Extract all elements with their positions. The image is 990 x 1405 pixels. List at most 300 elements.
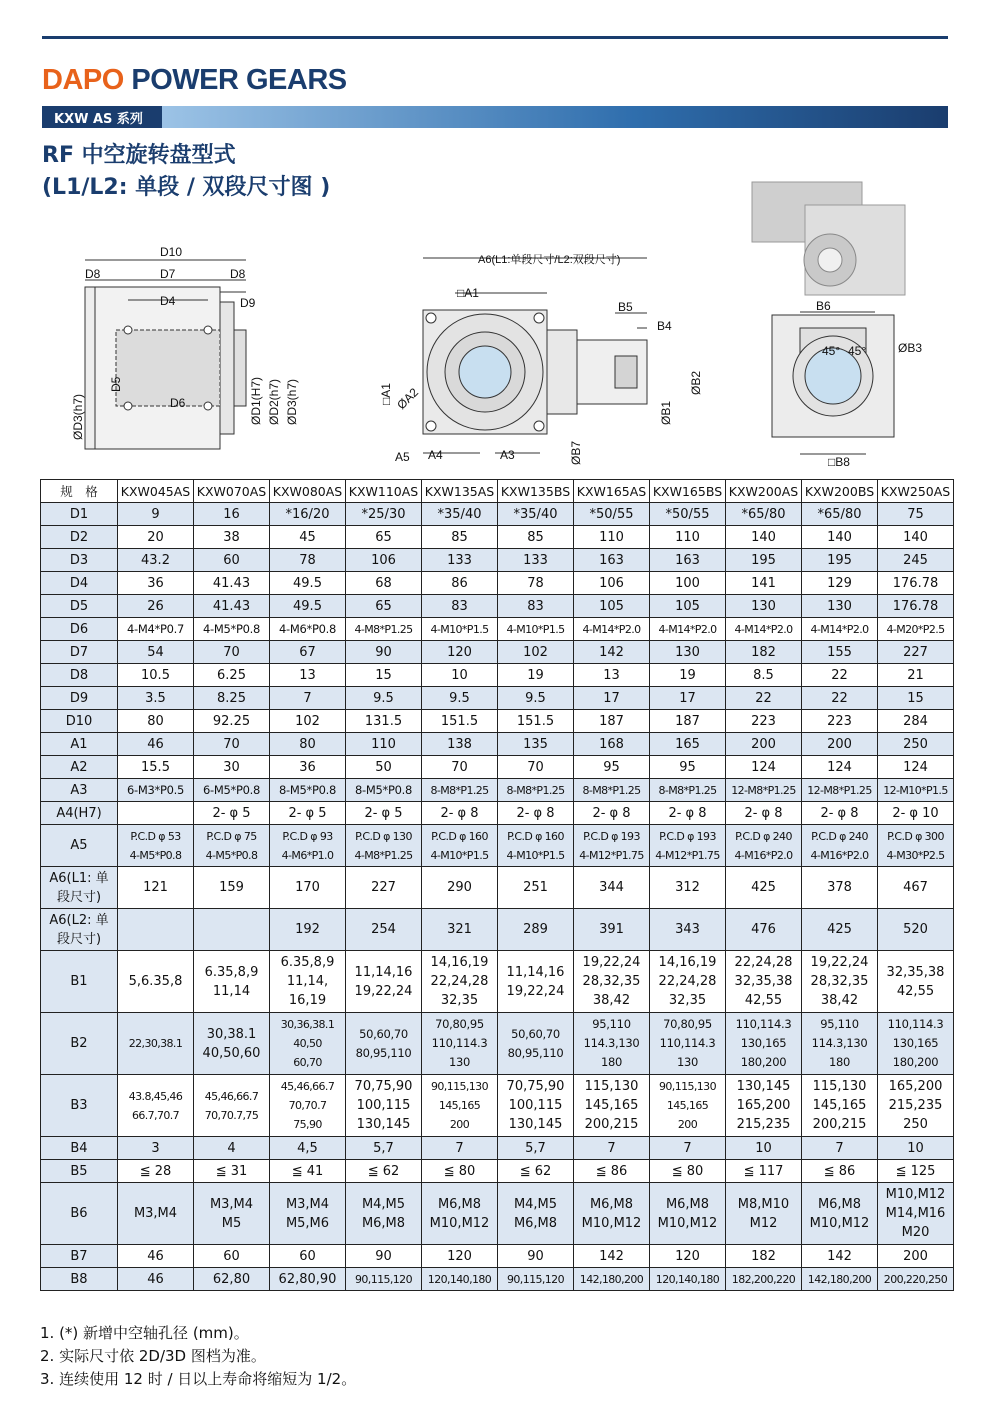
table-cell: 110,114.3 130,165 180,200 [878, 1013, 954, 1075]
table-row [41, 779, 954, 802]
table-cell: 227 [346, 867, 422, 909]
table-cell: 10.5 [118, 664, 194, 687]
table-cell: P.C.D φ 130 4-M8*P1.25 [346, 825, 422, 867]
table-cell: P.C.D φ 93 4-M6*P1.0 [270, 825, 346, 867]
table-cell: 75 [878, 503, 954, 526]
header-model: KXW070AS [194, 480, 270, 503]
table-cell: 2- φ 10 [878, 802, 954, 825]
table-cell: ≦ 31 [194, 1160, 270, 1183]
table-cell: 8-M8*P1.25 [422, 779, 498, 802]
table-cell: 120 [650, 1245, 726, 1268]
table-cell: 2- φ 8 [574, 802, 650, 825]
table-cell: 130 [650, 641, 726, 664]
table-cell: 6.35,8,9 11,14 [194, 951, 270, 1013]
table-cell: 176.78 [878, 572, 954, 595]
label-d8a: D8 [85, 267, 101, 281]
label-a4: A4 [428, 448, 443, 462]
table-cell: 8.5 [726, 664, 802, 687]
table-cell: 9.5 [346, 687, 422, 710]
table-cell: 227 [878, 641, 954, 664]
table-cell: 4-M10*P1.5 [498, 618, 574, 641]
row-label: B1 [41, 951, 118, 1013]
table-cell: 70 [194, 641, 270, 664]
table-cell: 83 [422, 595, 498, 618]
table-cell: 182 [726, 1245, 802, 1268]
table-cell: 223 [802, 710, 878, 733]
table-cell: 120,140,180 [650, 1268, 726, 1291]
table-cell: 163 [650, 549, 726, 572]
side-view [85, 260, 246, 449]
table-cell: 90,115,130 145,165 200 [422, 1075, 498, 1137]
table-cell: 182,200,220 [726, 1268, 802, 1291]
row-label: A3 [41, 779, 118, 802]
table-header-row [41, 480, 954, 503]
table-cell: 4-M8*P1.25 [346, 618, 422, 641]
row-label: B3 [41, 1075, 118, 1137]
table-cell: 4-M6*P0.8 [270, 618, 346, 641]
table-cell: ≦ 86 [802, 1160, 878, 1183]
table-cell: 12-M10*P1.5 [878, 779, 954, 802]
table-cell: 140 [726, 526, 802, 549]
table-cell: ≦ 86 [574, 1160, 650, 1183]
table-cell: M6,M8 M10,M12 [650, 1183, 726, 1245]
label-d3h7-right: ØD3(h7) [285, 378, 299, 425]
table-cell: 110 [650, 526, 726, 549]
notes [40, 1322, 356, 1391]
label-b2: ØB2 [689, 370, 703, 395]
table-cell: *50/55 [650, 503, 726, 526]
table-cell: 11,14,16 19,22,24 [498, 951, 574, 1013]
table-cell: 133 [422, 549, 498, 572]
header-label: 规 格 [41, 480, 118, 503]
label-b1: ØB1 [659, 400, 673, 425]
table-cell [118, 802, 194, 825]
brand-logo [42, 64, 347, 97]
table-cell: 15 [346, 664, 422, 687]
row-label: D3 [41, 549, 118, 572]
table-cell: 95 [574, 756, 650, 779]
table-cell: 110 [574, 526, 650, 549]
table-cell: 17 [574, 687, 650, 710]
table-cell: 124 [878, 756, 954, 779]
table-row [41, 618, 954, 641]
table-cell: 45,46,66.7 70,70.7,75 [194, 1075, 270, 1137]
label-d6: D6 [170, 396, 186, 410]
table-row [41, 1013, 954, 1075]
header-model: KXW165AS [574, 480, 650, 503]
table-cell: 200 [726, 733, 802, 756]
table-cell: 378 [802, 867, 878, 909]
table-cell: 22 [726, 687, 802, 710]
table-cell: 100 [650, 572, 726, 595]
table-cell: 70,75,90 100,115 130,145 [346, 1075, 422, 1137]
table-cell: 251 [498, 867, 574, 909]
table-cell: 170 [270, 867, 346, 909]
table-cell: P.C.D φ 75 4-M5*P0.8 [194, 825, 270, 867]
table-cell: 176.78 [878, 595, 954, 618]
row-label: D8 [41, 664, 118, 687]
table-cell: *35/40 [422, 503, 498, 526]
row-label: B7 [41, 1245, 118, 1268]
table-cell: 106 [346, 549, 422, 572]
table-cell: M6,M8 M10,M12 [574, 1183, 650, 1245]
table-cell: P.C.D φ 193 4-M12*P1.75 [650, 825, 726, 867]
table-cell: 38 [194, 526, 270, 549]
table-cell: 250 [878, 733, 954, 756]
table-cell: 85 [498, 526, 574, 549]
table-cell: 121 [118, 867, 194, 909]
table-cell: 32,35,38 42,55 [878, 951, 954, 1013]
table-cell: P.C.D φ 240 4-M16*P2.0 [802, 825, 878, 867]
table-cell: ≦ 80 [422, 1160, 498, 1183]
table-cell: 70 [194, 733, 270, 756]
table-cell: 254 [346, 909, 422, 951]
top-rule [42, 36, 948, 39]
table-cell: 476 [726, 909, 802, 951]
table-cell: 2- φ 5 [270, 802, 346, 825]
row-label: B4 [41, 1137, 118, 1160]
table-cell: 10 [726, 1137, 802, 1160]
table-cell: 7 [802, 1137, 878, 1160]
page-title: RF 中空旋转盘型式 [42, 143, 236, 168]
table-cell: 30,36,38.1 40,50 60,70 [270, 1013, 346, 1075]
table-cell: 4-M14*P2.0 [726, 618, 802, 641]
table-cell: 92.25 [194, 710, 270, 733]
table-cell: 2- φ 8 [726, 802, 802, 825]
table-cell: 425 [726, 867, 802, 909]
table-cell: 86 [422, 572, 498, 595]
table-cell: 343 [650, 909, 726, 951]
table-cell: *50/55 [574, 503, 650, 526]
table-cell: M3,M4 [118, 1183, 194, 1245]
table-cell: ≦ 62 [346, 1160, 422, 1183]
table-cell: 6-M5*P0.8 [194, 779, 270, 802]
table-cell: 3 [118, 1137, 194, 1160]
table-cell: 95 [650, 756, 726, 779]
table-cell: P.C.D φ 160 4-M10*P1.5 [498, 825, 574, 867]
table-cell: 163 [574, 549, 650, 572]
table-cell: 8.25 [194, 687, 270, 710]
row-label: B5 [41, 1160, 118, 1183]
table-cell: P.C.D φ 193 4-M12*P1.75 [574, 825, 650, 867]
table-cell: M3,M4 M5 [194, 1183, 270, 1245]
table-cell: 90 [346, 641, 422, 664]
table-row [41, 641, 954, 664]
table-cell: 165 [650, 733, 726, 756]
table-row [41, 1160, 954, 1183]
row-label: A2 [41, 756, 118, 779]
table-cell: ≦ 125 [878, 1160, 954, 1183]
header-model: KXW200BS [802, 480, 878, 503]
label-d2h7: ØD2(h7) [267, 378, 281, 425]
table-cell: 223 [726, 710, 802, 733]
table-cell: *65/80 [726, 503, 802, 526]
note-2: 2. 实际尺寸依 2D/3D 图档为准。 [40, 1347, 266, 1365]
table-cell: ≦ 41 [270, 1160, 346, 1183]
table-cell: 85 [422, 526, 498, 549]
table-cell: 78 [498, 572, 574, 595]
table-cell: *25/30 [346, 503, 422, 526]
table-cell: 78 [270, 549, 346, 572]
table-cell: 130 [726, 595, 802, 618]
table-row [41, 1137, 954, 1160]
row-label: B6 [41, 1183, 118, 1245]
table-cell: 14,16,19 22,24,28 32,35 [650, 951, 726, 1013]
label-a3: A3 [500, 448, 515, 462]
table-cell: 142,180,200 [802, 1268, 878, 1291]
table-row [41, 1075, 954, 1137]
table-cell: 140 [802, 526, 878, 549]
table-cell: 187 [574, 710, 650, 733]
table-cell: 7 [422, 1137, 498, 1160]
table-cell: 142,180,200 [574, 1268, 650, 1291]
table-cell: 90,115,130 145,165 200 [650, 1075, 726, 1137]
table-cell: 67 [270, 641, 346, 664]
row-label: D2 [41, 526, 118, 549]
table-cell: 90,115,120 [498, 1268, 574, 1291]
table-cell: 4,5 [270, 1137, 346, 1160]
table-cell: 15.5 [118, 756, 194, 779]
table-cell: 15 [878, 687, 954, 710]
table-cell: 391 [574, 909, 650, 951]
header-model: KXW165BS [650, 480, 726, 503]
table-cell: 83 [498, 595, 574, 618]
header-model: KXW045AS [118, 480, 194, 503]
table-cell: 7 [650, 1137, 726, 1160]
table-cell: 6.25 [194, 664, 270, 687]
header-model: KXW080AS [270, 480, 346, 503]
table-cell: 65 [346, 595, 422, 618]
table-cell: 46 [118, 733, 194, 756]
table-cell: 159 [194, 867, 270, 909]
label-a1: □A1 [457, 286, 479, 300]
table-cell: 467 [878, 867, 954, 909]
table-cell: 130,145 165,200 215,235 [726, 1075, 802, 1137]
table-cell: 124 [726, 756, 802, 779]
table-cell: 120 [422, 1245, 498, 1268]
table-cell: M10,M12 M14,M16 M20 [878, 1183, 954, 1245]
table-cell: 62,80,90 [270, 1268, 346, 1291]
table-cell: 129 [802, 572, 878, 595]
table-cell: 5,6.35,8 [118, 951, 194, 1013]
table-cell: 138 [422, 733, 498, 756]
table-cell: 425 [802, 909, 878, 951]
table-cell: M4,M5 M6,M8 [346, 1183, 422, 1245]
table-cell: 7 [270, 687, 346, 710]
table-cell: 289 [498, 909, 574, 951]
table-cell: 168 [574, 733, 650, 756]
table-cell: 12-M8*P1.25 [726, 779, 802, 802]
table-cell: 5,7 [346, 1137, 422, 1160]
table-cell: 90 [346, 1245, 422, 1268]
table-cell: 8-M5*P0.8 [270, 779, 346, 802]
table-cell: 8-M8*P1.25 [574, 779, 650, 802]
table-cell: 192 [270, 909, 346, 951]
label-d8b: D8 [230, 267, 246, 281]
label-d4: D4 [160, 294, 176, 308]
table-cell: 4-M5*P0.8 [194, 618, 270, 641]
table-cell: 115,130 145,165 200,215 [802, 1075, 878, 1137]
table-row [41, 1268, 954, 1291]
table-cell: 19 [650, 664, 726, 687]
header-model: KXW135AS [422, 480, 498, 503]
table-cell: 21 [878, 664, 954, 687]
brand-part1: DAPO [42, 64, 124, 96]
table-cell: 124 [802, 756, 878, 779]
table-cell: 19,22,24 28,32,35 38,42 [802, 951, 878, 1013]
note-1: 1. (*) 新增中空轴孔径 (mm)。 [40, 1324, 249, 1342]
table-cell: ≦ 80 [650, 1160, 726, 1183]
label-b5: B5 [618, 300, 633, 314]
table-cell: 62,80 [194, 1268, 270, 1291]
table-cell: M3,M4 M5,M6 [270, 1183, 346, 1245]
series-bar [42, 106, 948, 128]
product-photo [752, 182, 905, 295]
table-cell: 95,110 114.3,130 180 [802, 1013, 878, 1075]
table-row [41, 503, 954, 526]
table-cell: 60 [194, 1245, 270, 1268]
header-model: KXW135BS [498, 480, 574, 503]
table-cell: M6,M8 M10,M12 [422, 1183, 498, 1245]
table-cell: 200 [878, 1245, 954, 1268]
table-cell: 200,220,250 [878, 1268, 954, 1291]
table-cell: 10 [878, 1137, 954, 1160]
table-cell [194, 909, 270, 951]
table-cell: 106 [574, 572, 650, 595]
row-label: D6 [41, 618, 118, 641]
table-row [41, 1245, 954, 1268]
table-row [41, 867, 954, 909]
table-cell: 13 [574, 664, 650, 687]
label-d7: D7 [160, 267, 176, 281]
table-row [41, 909, 954, 951]
table-cell: 4 [194, 1137, 270, 1160]
table-cell: 26 [118, 595, 194, 618]
table-cell: 182 [726, 641, 802, 664]
table-cell: 6-M3*P0.5 [118, 779, 194, 802]
header-model: KXW200AS [726, 480, 802, 503]
table-cell: 70,80,95 110,114.3 130 [650, 1013, 726, 1075]
table-cell: 12-M8*P1.25 [802, 779, 878, 802]
table-cell: 36 [270, 756, 346, 779]
table-body [41, 503, 954, 1291]
table-cell: 200 [802, 733, 878, 756]
table-cell: 45 [270, 526, 346, 549]
table-cell: 14,16,19 22,24,28 32,35 [422, 951, 498, 1013]
table-cell: ≦ 62 [498, 1160, 574, 1183]
row-label: D9 [41, 687, 118, 710]
table-cell: 115,130 145,165 200,215 [574, 1075, 650, 1137]
table-cell: 142 [574, 641, 650, 664]
row-label: A1 [41, 733, 118, 756]
table-row [41, 733, 954, 756]
table-cell: 41.43 [194, 595, 270, 618]
table-cell: 135 [498, 733, 574, 756]
table-cell: *16/20 [270, 503, 346, 526]
table-cell: P.C.D φ 300 4-M30*P2.5 [878, 825, 954, 867]
header-model: KXW110AS [346, 480, 422, 503]
table-cell: 245 [878, 549, 954, 572]
label-d1h7: ØD1(H7) [249, 376, 263, 425]
table-cell: 131.5 [346, 710, 422, 733]
table-cell: 36 [118, 572, 194, 595]
table-cell: 49.5 [270, 572, 346, 595]
table-cell: 520 [878, 909, 954, 951]
table-cell: 54 [118, 641, 194, 664]
table-cell: 22 [802, 687, 878, 710]
table-cell: P.C.D φ 53 4-M5*P0.8 [118, 825, 194, 867]
table-cell: 8-M5*P0.8 [346, 779, 422, 802]
table-cell: 142 [574, 1245, 650, 1268]
table-cell: 49.5 [270, 595, 346, 618]
table-cell: 65 [346, 526, 422, 549]
label-b6: B6 [816, 299, 831, 313]
label-a5: A5 [395, 450, 410, 464]
table-cell: 70 [422, 756, 498, 779]
table-cell: 2- φ 8 [650, 802, 726, 825]
table-cell: 80 [270, 733, 346, 756]
table-cell: M4,M5 M6,M8 [498, 1183, 574, 1245]
table-cell: 22,30,38.1 [118, 1013, 194, 1075]
label-a6: A6(L1:单段尺寸/L2:双段尺寸) [478, 254, 621, 266]
row-label: A4(H7) [41, 802, 118, 825]
table-row [41, 802, 954, 825]
note-3: 3. 连续使用 12 时 / 日以上寿命将缩短为 1/2。 [40, 1370, 357, 1388]
table-cell: 105 [650, 595, 726, 618]
table-cell: 142 [802, 1245, 878, 1268]
table-cell: 102 [498, 641, 574, 664]
table-cell: 70 [498, 756, 574, 779]
table-cell: 43.2 [118, 549, 194, 572]
table-cell: 195 [802, 549, 878, 572]
table-cell: 3.5 [118, 687, 194, 710]
end-view [772, 312, 894, 454]
row-label: B2 [41, 1013, 118, 1075]
table-cell: 50,60,70 80,95,110 [346, 1013, 422, 1075]
table-cell: 312 [650, 867, 726, 909]
table-cell: 140 [878, 526, 954, 549]
table-cell: 70,75,90 100,115 130,145 [498, 1075, 574, 1137]
table-cell: 41.43 [194, 572, 270, 595]
header-model: KXW250AS [878, 480, 954, 503]
table-cell: 4-M20*P2.5 [878, 618, 954, 641]
row-label: D10 [41, 710, 118, 733]
page-subtitle: (L1/L2: 单段 / 双段尺寸图 ) [42, 175, 331, 200]
table-cell: 5,7 [498, 1137, 574, 1160]
table-cell: 43.8,45,46 66.7,70.7 [118, 1075, 194, 1137]
table-cell: 9 [118, 503, 194, 526]
label-a1v: □A1 [379, 383, 393, 405]
table-cell: 155 [802, 641, 878, 664]
row-label: D7 [41, 641, 118, 664]
table-row [41, 595, 954, 618]
table-cell: 151.5 [498, 710, 574, 733]
table-cell: 9.5 [422, 687, 498, 710]
table-cell: 4-M14*P2.0 [802, 618, 878, 641]
dimension-drawing [40, 180, 950, 475]
table-cell: 46 [118, 1245, 194, 1268]
row-label: A6(L1: 单 段尺寸) [41, 867, 118, 909]
table-cell: 344 [574, 867, 650, 909]
table-cell: 105 [574, 595, 650, 618]
table-cell: 10 [422, 664, 498, 687]
label-b8: □B8 [828, 455, 850, 469]
table-row [41, 710, 954, 733]
row-label: D1 [41, 503, 118, 526]
table-cell: 68 [346, 572, 422, 595]
table-cell: 30 [194, 756, 270, 779]
table-cell: 151.5 [422, 710, 498, 733]
